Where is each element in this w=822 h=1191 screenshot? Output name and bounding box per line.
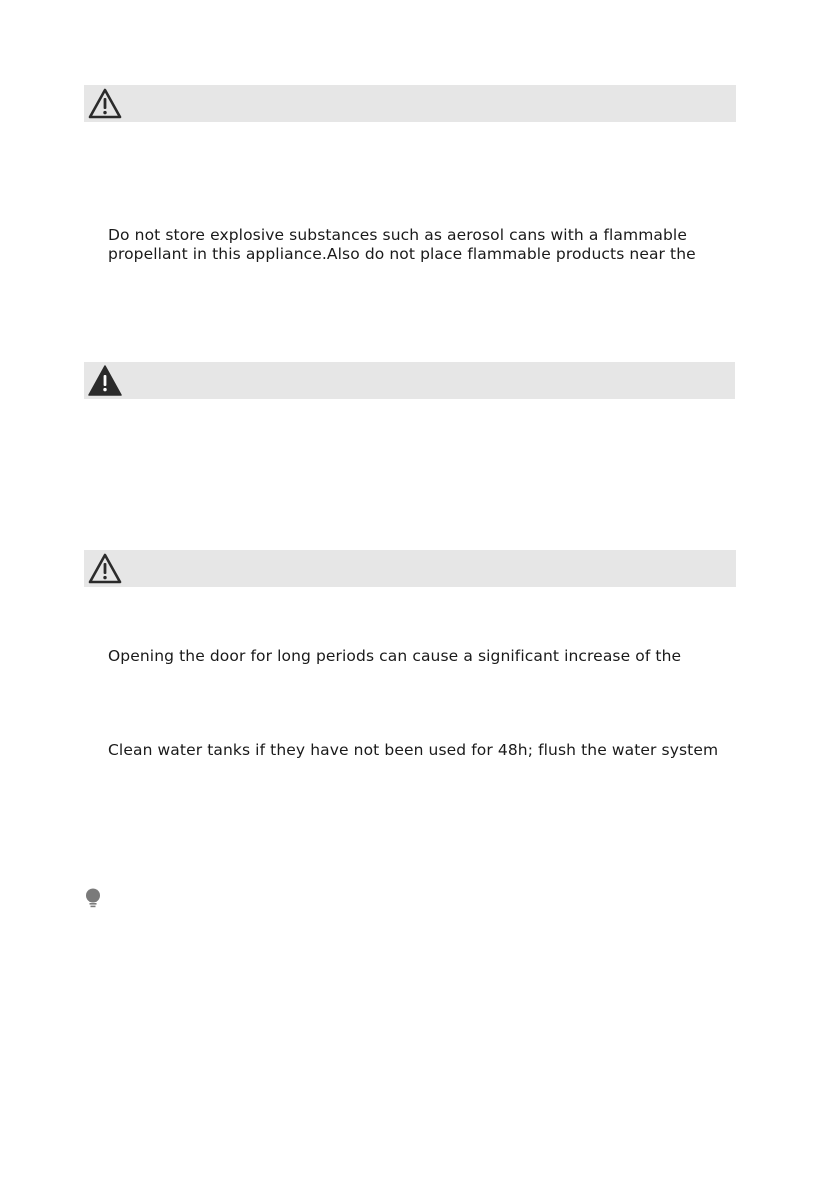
warning-triangle-outline-icon: [87, 87, 123, 120]
text-line: Do not store explosive substances such as aerosol cans with a flammable: [108, 226, 687, 244]
caution-paragraph-1: [108, 647, 728, 666]
caution-paragraph-2: [108, 741, 728, 760]
warning-triangle-filled-icon: [87, 364, 123, 397]
text-line: Opening the door for long periods can cause a significant increase of the: [108, 647, 682, 665]
warning-header-bar-1: [84, 85, 736, 122]
warning-header-bar-3: [84, 550, 736, 587]
warning-paragraph-1: [108, 226, 728, 264]
warning-header-bar-2: [84, 362, 735, 399]
lightbulb-icon: [84, 888, 102, 908]
text-line: Clean water tanks if they have not been used for 48h; flush the water system: [108, 741, 719, 759]
warning-triangle-outline-icon: [87, 552, 123, 585]
text-line: propellant in this appliance.Also do not place flammable products near the: [108, 245, 696, 263]
